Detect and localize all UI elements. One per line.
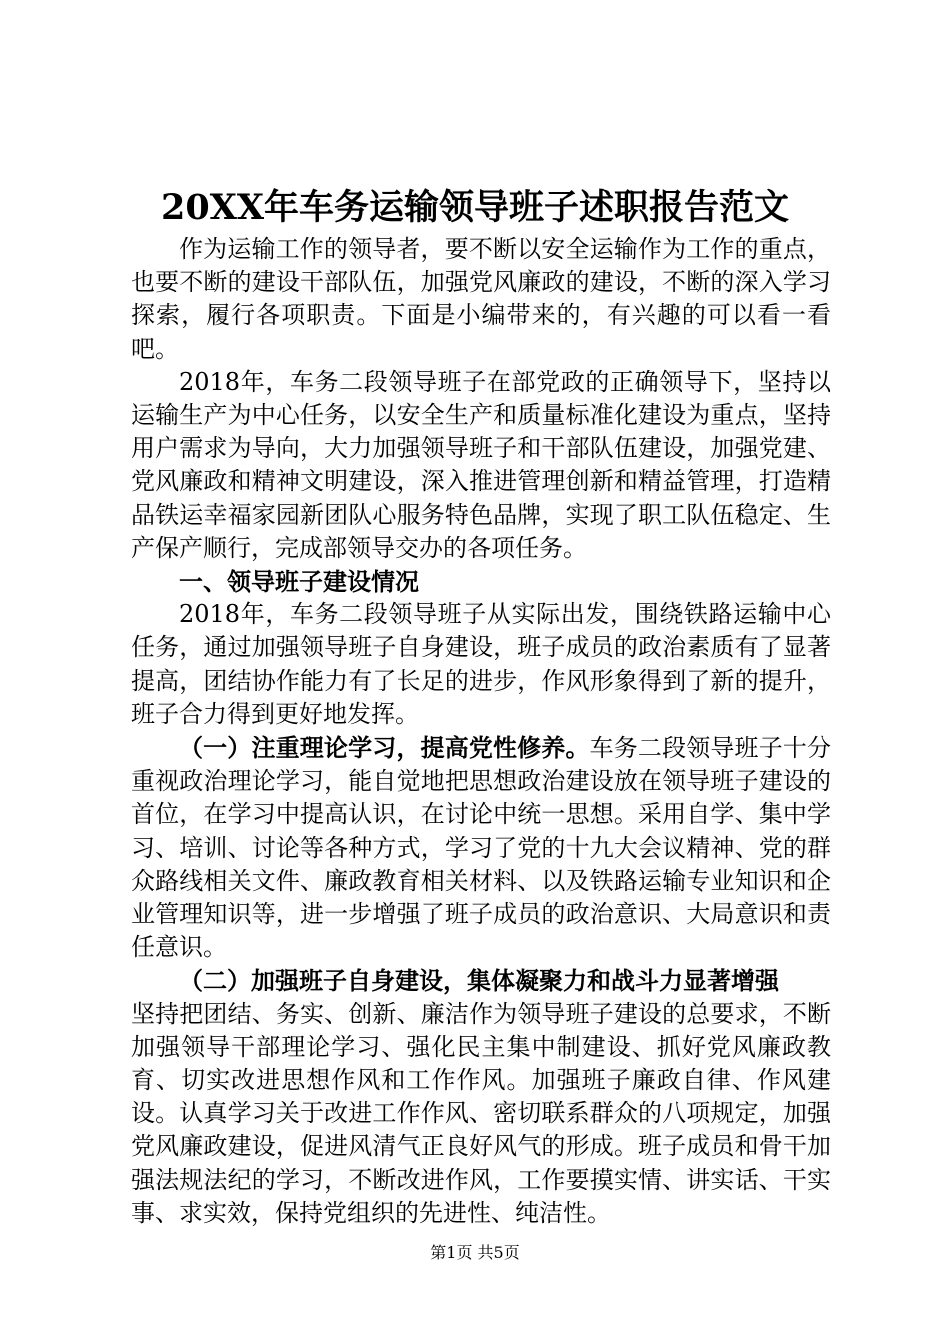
section-1-paragraph: 2018年，车务二段领导班子从实际出发，围绕铁路运输中心任务，通过加强领导班子自身建设，班子成员的政治素质有了显著提高，团结协作能力有了长足的进步，作风形象得到了新的提升，班子合力得到更好地发挥。 [131,600,831,728]
paragraph-2018-overview: 2018年，车务二段领导班子在部党政的正确领导下，坚持以运输生产为中心任务，以安全生产和质量标准化建设为重点，坚持用户需求为导向，大力加强领导班子和干部队伍建设，加强党建、党风廉政和精神文明建设，深入推进管理创新和精益管理，打造精品铁运幸福家园新团队心服务特色品牌，实现了职工队伍稳定、生产保产顺行，完成部领导交办的各项任务。 [131,367,831,562]
subsection-2-heading: （二）加强班子自身建设，集体凝聚力和战斗力显著增强 [179,966,779,996]
subsection-1-body: 车务二段领导班子十分重视政治理论学习，能自觉地把思想政治建设放在领导班子建设的首位，在学习中提高认识，在讨论中统一思想。采用自学、集中学习、培训、讨论等各种方式，学习了党的十九大会议精神、党的群众路线相关文件、廉政教育相关材料、以及铁路运输专业知识和企业管理知识等，进一步增强了班子成员的政治意识、大局意识和责任意识。 [131,734,832,962]
document-body [131,233,831,1230]
intro-paragraph: 作为运输工作的领导者，要不断以安全运输作为工作的重点，也要不断的建设干部队伍，加强党风廉政的建设，不断的深入学习探索，履行各项职责。下面是小编带来的，有兴趣的可以看一看吧。 [131,235,831,363]
subsection-1-lead: （一）注重理论学习，提高党性修养。 [179,733,590,763]
document-title: 20XX年车务运输领导班子述职报告范文 [160,187,790,228]
subsection-1-paragraph [131,731,831,964]
subsection-2-paragraph: 坚持把团结、务实、创新、廉洁作为领导班子建设的总要求，不断加强领导干部理论学习、强化民主集中制建设、抓好党风廉政教育、切实改进思想作风和工作作风。加强班子廉政自律、作风建设。认真学习关于改进工作作风、密切联系群众的八项规定，加强党风廉政建设，促进风清气正良好风气的形成。班子成员和骨干加强法规法纪的学习，不断改进作风，工作要摸实情、讲实话、干实事、求实效，保持党组织的先进性、纯洁性。 [131,999,831,1227]
section-1-heading: 一、领导班子建设情况 [179,567,419,597]
page-number-footer: 第1页 共5页 [430,1243,520,1262]
